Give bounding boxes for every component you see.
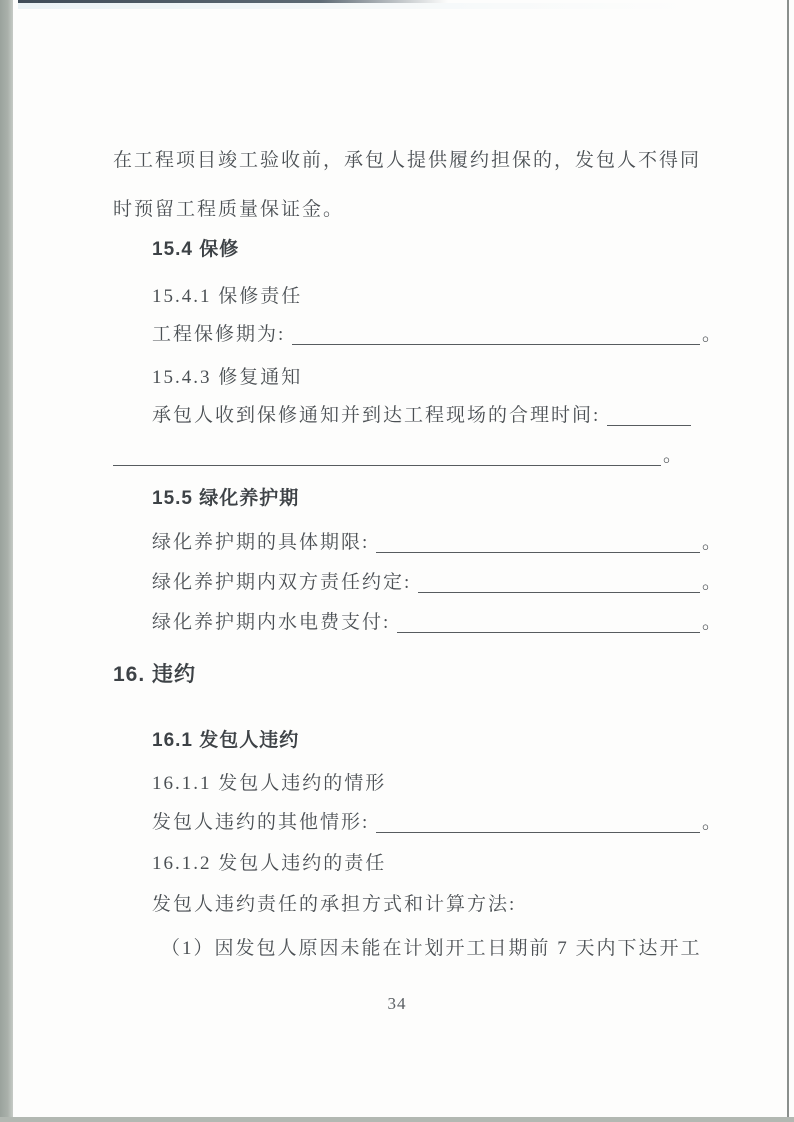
- continuation-blank: [113, 442, 661, 466]
- intro-line-2: 时预留工程质量保证金。: [113, 199, 345, 220]
- blank-line-green-duty: [113, 569, 723, 596]
- green-duty-label: 绿化养护期内双方责任约定:: [152, 572, 412, 593]
- page-number: 34: [387, 994, 407, 1013]
- breach-item-1: （1）因发包人原因未能在计划开工日期前 7 天内下达开工: [161, 938, 702, 959]
- warranty-period-blank: [292, 321, 700, 345]
- subsection-heading-15-4-1: 15.4.1 保修责任: [152, 286, 303, 307]
- scan-edge-right: [787, 0, 789, 1122]
- scan-edge-top-tint: [18, 3, 688, 9]
- green-period-label: 绿化养护期的具体期限:: [152, 532, 370, 553]
- green-utility-blank: [397, 609, 700, 633]
- subsection-heading-16-1-1: 16.1.1 发包人违约的情形: [152, 773, 387, 794]
- breach-other-blank: [376, 809, 700, 833]
- chapter-heading-16: 16. 违约: [113, 663, 197, 686]
- section-heading-15-5: 15.5 绿化养护期: [152, 488, 300, 509]
- breach-duty-line: 发包人违约责任的承担方式和计算方法:: [152, 894, 517, 915]
- period-mark: 。: [701, 612, 723, 633]
- warranty-period-label: 工程保修期为:: [152, 324, 286, 345]
- blank-line-green-utility: [113, 609, 723, 636]
- section-heading-15-4: 15.4 保修: [152, 239, 240, 260]
- blank-line-breach-other: [113, 809, 723, 836]
- repair-notice-label: 承包人收到保修通知并到达工程现场的合理时间:: [152, 405, 601, 426]
- period-mark: 。: [701, 812, 723, 833]
- period-mark: 。: [662, 445, 684, 466]
- subsection-heading-15-4-3: 15.4.3 修复通知: [152, 367, 303, 388]
- blank-line-repair-notice: [113, 402, 723, 429]
- period-mark: 。: [701, 572, 723, 593]
- intro-line-1: 在工程项目竣工验收前，承包人提供履约担保的，发包人不得同: [113, 150, 702, 171]
- blank-line-warranty-period: [113, 321, 723, 348]
- period-mark: 。: [701, 324, 723, 345]
- blank-line-green-period: [113, 529, 723, 556]
- scan-edge-left: [0, 0, 13, 1122]
- green-utility-label: 绿化养护期内水电费支付:: [152, 612, 391, 633]
- green-duty-blank: [418, 569, 700, 593]
- breach-other-label: 发包人违约的其他情形:: [152, 812, 370, 833]
- blank-line-continuation: [113, 442, 684, 469]
- period-mark: 。: [701, 532, 723, 553]
- repair-notice-blank: [607, 402, 691, 426]
- section-heading-16-1: 16.1 发包人违约: [152, 730, 300, 751]
- scan-edge-bottom: [0, 1117, 794, 1122]
- subsection-heading-16-1-2: 16.1.2 发包人违约的责任: [152, 853, 387, 874]
- green-period-blank: [376, 529, 700, 553]
